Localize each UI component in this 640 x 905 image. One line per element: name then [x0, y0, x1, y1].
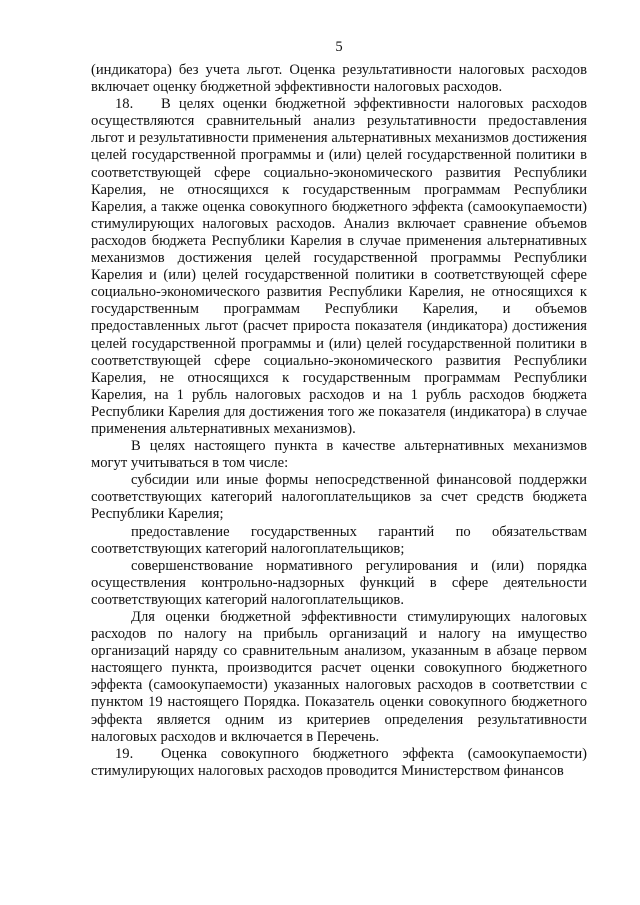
paragraph-number-18: 18.: [115, 96, 134, 113]
paragraph-number-19: 19.: [115, 745, 134, 762]
paragraph-guarantees: предоставление государственных гарантий по обязательствам соответствующих категорий налогоплательщиков;: [91, 523, 587, 557]
paragraph-regulation: совершенствование нормативного регулирования и (или) порядка осуществления контрольно-надзорных функций в сфере деятельности соответствующих категорий налогоплательщиков.: [91, 557, 587, 608]
paragraph-assessment: Для оценки бюджетной эффективности стимулирующих налоговых расходов по налогу на прибыль организаций и налогу на имущество организаций наряду со сравнительным анализом, указанным в абзаце первом настоящего пункта, производится расчет оценки совокупного бюджетного эффекта (самоокупаемости) указанных налоговых расходов в соответствии с пунктом 19 настоящего Порядка. Показатель оценки совокупного бюджетного эффекта является одним из критериев определения результативности налоговых расходов и включается в Перечень.: [91, 609, 587, 745]
paragraph-alternatives-intro: В целях настоящего пункта в качестве альтернативных механизмов могут учитываться в том числе:: [91, 438, 587, 472]
paragraph-subsidies: субсидии или иные формы непосредственной финансовой поддержки соответствующих категорий налогоплательщиков за счет средств бюджета Республики Карелия;: [91, 472, 587, 523]
paragraph-continuation: (индикатора) без учета льгот. Оценка результативности налоговых расходов включает оценку бюджетной эффективности налоговых расходов.: [91, 62, 587, 96]
paragraph-18: [91, 96, 587, 438]
page-number: 5: [335, 39, 343, 55]
paragraph-18-text: В целях оценки бюджетной эффективности налоговых расходов осуществляются сравнительный анализ результативности предоставления льгот и результативности применения альтернативных механизмов достижения целей государственной программы и (или) целей государственной политики в соответствующей сфере социально-экономического развития Республики Карелия, не относящихся к государственным программам Республики Карелия, а также оценка совокупного бюджетного эффекта (самоокупаемости) стимулирующих налоговых расходов. Анализ включает сравнение объемов расходов бюджета Республики Карелия в случае применения альтернативных механизмов достижения целей государственной программы Республики Карелия и (или) целей государственной политики в соответствующей сфере социально-экономического развития Республики Карелия, не относящихся к государственным программам Республики Карелия, и объемов предоставленных льгот (расчет прироста показателя (индикатора) достижения целей государственной программы и (или) целей государственной политики в соответствующей сфере социально-экономического развития Республики Карелия, не относящихся к государственным программам Республики Карелия, на 1 рубль налоговых расходов и на 1 рубль расходов бюджета Республики Карелия для достижения того же показателя (индикатора) в случае применения альтернативных механизмов).: [91, 96, 587, 437]
paragraph-19-text: Оценка совокупного бюджетного эффекта (самоокупаемости) стимулирующих налоговых расходов проводится Министерством финансов: [91, 745, 587, 779]
paragraph-19: [91, 746, 587, 780]
